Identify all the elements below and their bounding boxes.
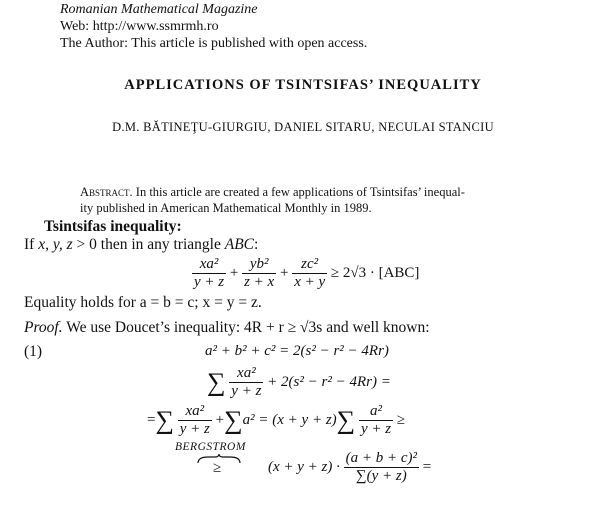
paper-authors: D.M. BĂTINEŢU-GIURGIU, DANIEL SITARU, NECULAI STANCIU [112,120,494,134]
proof-text: We use Doucet’s inequality: 4R + r ≥ √3s and well known: [66,319,430,336]
paper-title: APPLICATIONS OF TSINTSIFAS’ INEQUALITY [124,77,482,93]
sum-line-tail: + 2(s² − r² − 4Rr) = [267,374,391,390]
abstract-label: Abstract. [80,185,133,199]
proof-line [24,319,430,337]
expansion-fraction-2: $\frac{\text{a²}}{y + z}$ [360,403,392,437]
journal-web: Web: http://www.ssmrmh.ro [60,19,219,34]
fraction-3: $\frac{\text{zc²}}{x + y}$ [294,256,326,290]
expansion-fraction: $\frac{\text{xa²}}{y + z}$ [179,403,210,437]
abstract-line-1 [80,185,465,200]
inequality-rhs: ≥ 2√3 · [ABC] [330,265,420,281]
geq-symbol: ≥ [213,460,222,476]
sigma-symbol: ∑ [207,367,226,397]
bergstrom-label: BERGSTROM [175,441,246,453]
sigma-symbol: ∑ [336,405,356,435]
tsintsifas-inequality: $\frac{\text{xa²}}{y + z}$ + $\frac{\text{yb²}}{z + x}$ + $\frac{\text{zc²}}{x + y}$ ≥ 2√3 · [ABC] [194,256,420,290]
bergstrom-fraction: $\frac{\text{(a + b + c)²}}{\sum(y + z)}$ [345,450,418,484]
sum-fraction: $\frac{\text{xa²}}{y + z}$ [231,365,262,399]
statement: If x, y, z > 0 then in any triangle ABC: [24,236,259,253]
journal-name: Romanian Mathematical Magazine [60,2,258,17]
equality-condition: Equality holds for a = b = c; x = y = z. [24,294,262,311]
expansion-line: =∑ $\frac{\text{xa²}}{y + z}$ +∑a² = (x + y + z)∑ $\frac{\text{a²}}{y + z}$ ≥ [147,403,406,437]
abstract-text-2: ity published in American Mathematical Monthly in 1989. [80,201,372,215]
abstract-text-1: In this article are created a few applications of Tsintsifas’ inequal- [135,185,465,199]
author-note: The Author: This article is published with open access. [60,36,368,51]
sigma-symbol: ∑ [155,405,175,435]
sum-line [207,365,391,400]
eq1-label: (1) [24,343,43,360]
section-title: Tsintsifas inequality: [44,218,182,235]
sigma-symbol: ∑ [224,405,243,435]
bergstrom-line: (x + y + z) · $\frac{\text{(a + b + c)²}}{\sum(y + z)}$ = [268,450,432,484]
fraction-2: $\frac{\text{yb²}}{z + x}$ [244,256,275,290]
fraction-1: $\frac{\text{xa²}}{y + z}$ [194,256,225,290]
eq1: a² + b² + c² = 2(s² − r² − 4Rr) [205,343,389,359]
proof-label: Proof. [24,319,63,336]
